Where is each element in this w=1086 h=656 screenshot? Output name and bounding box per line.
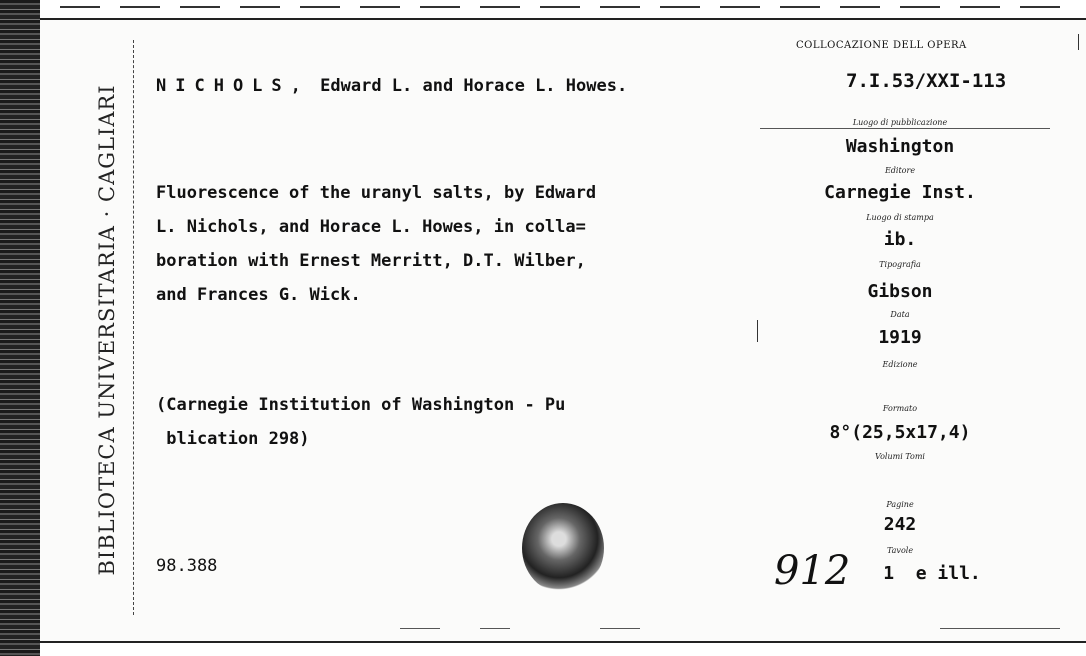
- title-line: boration with Ernest Merritt, D.T. Wilber,: [156, 251, 586, 271]
- date-value: 1919: [878, 327, 922, 348]
- shelfmark: 7.I.53/XXI-113: [846, 70, 1007, 92]
- pages-value: 242: [883, 514, 917, 535]
- library-spine-label: BIBLIOTECA UNIVERSITARIA · CAGLIARI: [95, 84, 119, 576]
- place-label: Luogo di pubblicazione: [852, 118, 948, 127]
- publisher-value: Carnegie Inst.: [824, 182, 976, 203]
- series-statement: [156, 388, 565, 456]
- author-surname: NICHOLS,: [156, 76, 310, 96]
- printer-value: Gibson: [867, 281, 933, 302]
- volume-label: Volumi Tomi: [875, 452, 925, 461]
- author-heading: [156, 76, 627, 96]
- series-line: blication 298): [156, 429, 310, 449]
- card-bottom-edge: [40, 641, 1086, 656]
- bottom-dash: [400, 628, 440, 629]
- title-statement: [156, 176, 596, 312]
- pages-label: Pagine: [886, 500, 914, 509]
- print-place-value: ib.: [883, 229, 917, 250]
- title-line: Fluorescence of the uranyl salts, by Edward: [156, 183, 597, 203]
- bottom-dash: [480, 628, 510, 629]
- plates-label: Tavole: [886, 546, 914, 555]
- date-label: Data: [890, 310, 910, 319]
- handwritten-number: 912: [774, 548, 851, 594]
- library-stamp: [522, 503, 604, 593]
- corner-tick: [1078, 34, 1079, 50]
- format-label: Formato: [882, 404, 918, 413]
- title-line: and Frances G. Wick.: [156, 285, 361, 305]
- printer-label: Tipografia: [879, 260, 921, 269]
- series-line: (Carnegie Institution of Washington - Pu: [156, 395, 566, 415]
- edition-label: Edizione: [882, 360, 918, 369]
- bottom-dash: [940, 628, 1060, 629]
- card-left-edge: [0, 0, 40, 656]
- plates-value: 1 e ill.: [883, 563, 981, 584]
- collocation-header: COLLOCAZIONE DELL OPERA: [796, 40, 967, 51]
- title-line: L. Nichols, and Horace L. Howes, in colla=: [156, 217, 586, 237]
- place-value: Washington: [845, 136, 955, 157]
- record-tick: [757, 320, 758, 342]
- bottom-dash: [600, 628, 640, 629]
- format-value: 8°(25,5x17,4): [829, 422, 971, 443]
- record-divider: [760, 128, 1050, 129]
- author-rest: Edward L. and Horace L. Howes.: [320, 76, 628, 96]
- margin-rule: [133, 40, 134, 615]
- print-place-label: Luogo di stampa: [866, 213, 934, 222]
- publisher-label: Editore: [884, 166, 916, 175]
- inventory-number: 98.388: [156, 556, 218, 576]
- card-top-edge: [40, 0, 1086, 20]
